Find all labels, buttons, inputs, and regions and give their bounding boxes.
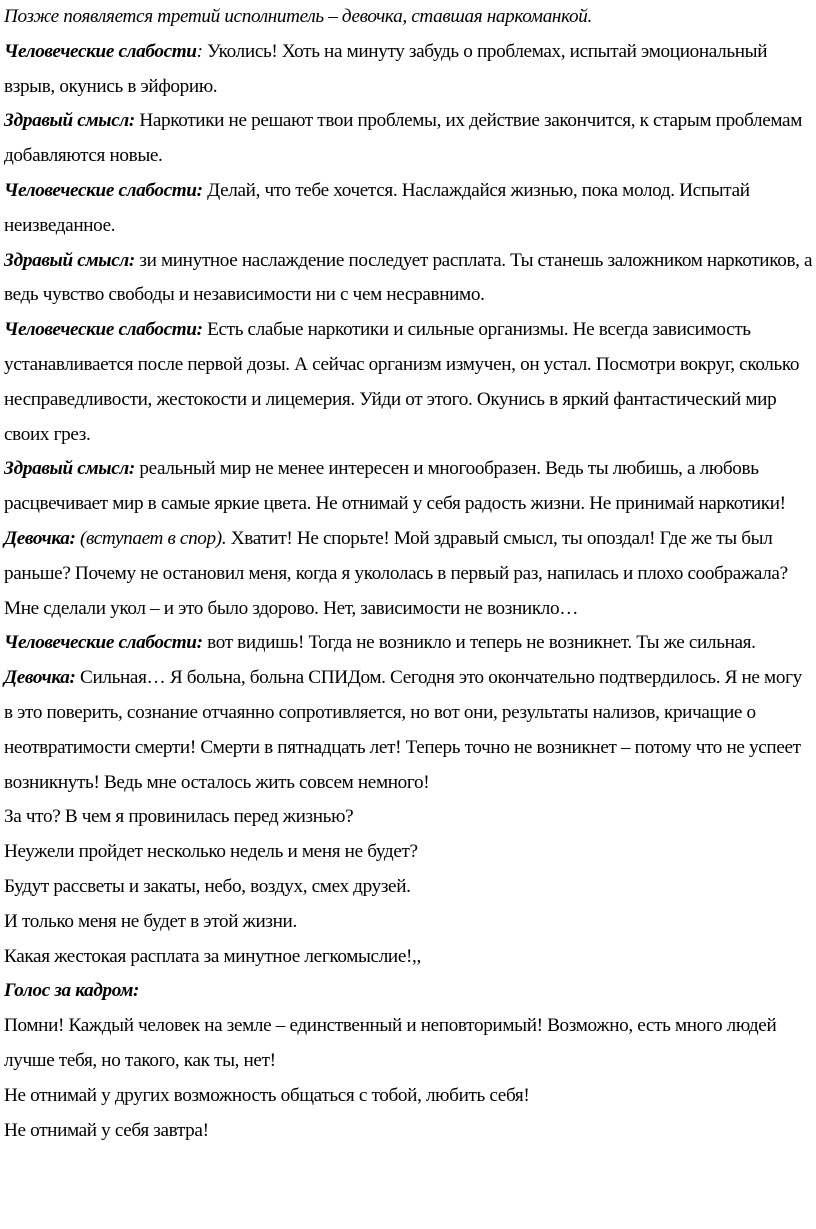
intro-stage-direction: Позже появляется третий исполнитель – девочка, ставшая наркоманкой. — [4, 6, 592, 27]
dialogue-paragraph — [4, 174, 814, 244]
monologue-line: Какая жестокая расплата за минутное легкомыслие!,, — [4, 945, 421, 967]
dialogue-text: Наркотики не решают твои проблемы, их действие закончится, к старым проблемам добавляются новые. — [4, 110, 802, 167]
closing-line: Не отнимай у других возможность общаться с тобой, любить себя! — [4, 1084, 530, 1106]
dialogue-paragraph — [4, 661, 814, 800]
closing-line: Помни! Каждый человек на земле – единственный и неповторимый! Возможно, есть много людей лучше тебя, но такого, как ты, нет! — [4, 1015, 777, 1071]
monologue-line: За что? В чем я провинилась перед жизнью? — [4, 806, 354, 828]
dialogue-text: вот видишь! Тогда не возникло и теперь не возникнет. Ты же сильная. — [202, 632, 756, 654]
dialogue-text: Делай, что тебе хочется. Наслаждайся жизнью, пока молод. Испытай неизведанное. — [4, 179, 750, 236]
dialogue-paragraph — [4, 35, 814, 105]
speaker-label: Человеческие слабости — [4, 40, 197, 62]
dialogue-paragraph — [4, 522, 814, 626]
speaker-label: Человеческие слабости: — [4, 632, 203, 654]
speaker-colon: : — [196, 40, 203, 62]
dialogue-text: Хватит! Не спорьте! Мой здравый смысл, ты опоздал! Где же ты был раньше? Почему не остановил меня, когда я укололась в первый раз, напилась и плохо соображала? Мне сделали укол – и это было здорово. Нет, зависимости не возникло… — [4, 527, 788, 619]
dialogue-paragraph — [4, 104, 814, 174]
closing-line: Не отнимай у себя завтра! — [4, 1119, 209, 1141]
dialogue-text: Есть слабые наркотики и сильные организмы. Не всегда зависимость устанавливается после первой дозы. А сейчас организм измучен, он устал. Посмотри вокруг, сколько несправедливости, жестокости и лицемерия. Уйди от этого. Окунись в яркий фантастический мир своих грез. — [4, 319, 800, 445]
speaker-label: Здравый смысл: — [4, 249, 135, 271]
dialogue-paragraph — [4, 452, 814, 522]
dialogue-text: Уколись! Хоть на минуту забудь о проблемах, испытай эмоциональный взрыв, окунись в эйфорию. — [4, 40, 768, 97]
monologue-line: Неужели пройдет несколько недель и меня не будет? — [4, 841, 418, 863]
dialogue-paragraph — [4, 313, 814, 452]
speaker-label: Человеческие слабости: — [4, 319, 203, 341]
dialogue-paragraph — [4, 626, 814, 661]
dialogue-text: зи минутное наслаждение последует расплата. Ты станешь заложником наркотиков, а ведь чувство свободы и независимости ни с чем несравнимо. — [4, 249, 813, 306]
monologue-line: Будут рассветы и закаты, небо, воздух, смех друзей. — [4, 875, 411, 897]
voice-heading: Голос за кадром: — [4, 980, 140, 1002]
stage-direction: (вступает в спор). — [75, 527, 227, 549]
monologue-line: И только меня не будет в этой жизни. — [4, 910, 297, 932]
speaker-label: Здравый смысл: — [4, 458, 135, 480]
speaker-label: Человеческие слабости: — [4, 179, 203, 201]
speaker-label: Здравый смысл: — [4, 110, 135, 132]
dialogue-text: реальный мир не менее интересен и многообразен. Ведь ты любишь, а любовь расцвечивает мир в самые яркие цвета. Не отнимай у себя радость жизни. Не принимай наркотики! — [4, 458, 786, 515]
dialogue-paragraph — [4, 244, 814, 314]
dialogue-text: Сильная… Я больна, больна СПИДом. Сегодня это окончательно подтвердилось. Я не могу в это поверить, сознание отчаянно сопротивляется, но вот они, результаты нализов, кричащие о неотвратимости смерти! Смерти в пятнадцать лет! Теперь точно не возникнет – потому что не успеет возникнуть! Ведь мне осталось жить совсем немного! — [4, 667, 802, 793]
speaker-label: Девочка: — [4, 527, 76, 549]
speaker-label: Девочка: — [4, 667, 76, 689]
